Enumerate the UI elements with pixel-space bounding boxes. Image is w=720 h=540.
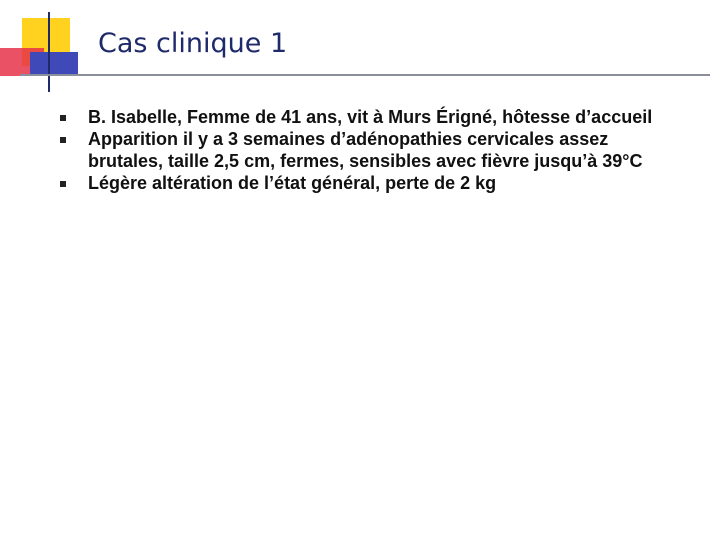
bullet-text: B. Isabelle, Femme de 41 ans, vit à Murs Érigné, hôtesse d’accueil (88, 107, 653, 127)
bullet-text: Apparition il y a 3 semaines d’adénopathies cervicales assez brutales, taille 2,5 cm, fermes, sensibles avec fièvre jusqu’à 39°C (88, 129, 643, 171)
list-item (58, 172, 678, 194)
square-bullet-icon (60, 115, 66, 121)
bullet-list (58, 106, 678, 194)
decor-vertical-line (48, 12, 50, 92)
slide-title: Cas clinique 1 (98, 28, 288, 59)
square-bullet-icon (60, 137, 66, 143)
list-item (58, 128, 678, 172)
title-underline (20, 74, 710, 76)
decor-blue-bar (30, 52, 78, 76)
square-bullet-icon (60, 181, 66, 187)
list-item (58, 106, 678, 128)
bullet-text: Légère altération de l’état général, perte de 2 kg (88, 173, 497, 193)
